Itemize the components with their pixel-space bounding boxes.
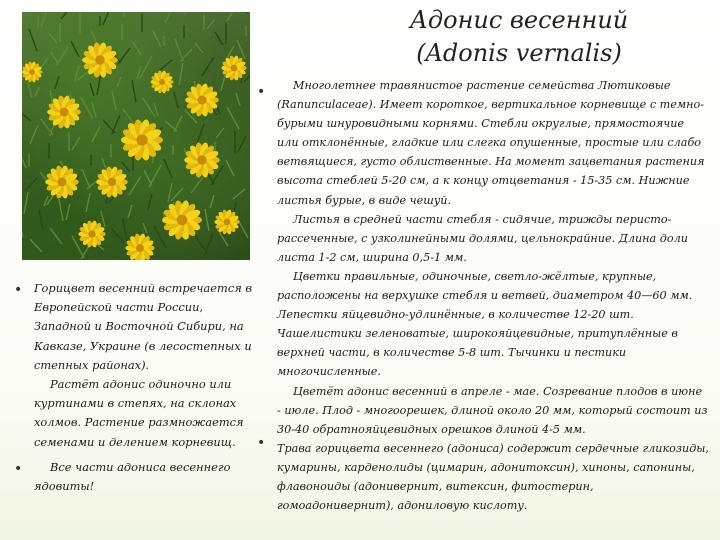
foliage-stroke xyxy=(171,188,183,201)
right-description xyxy=(277,76,709,515)
foliage-stroke xyxy=(168,183,172,202)
foliage-stroke xyxy=(210,195,214,208)
foliage-stroke xyxy=(148,194,152,210)
foliage-stroke xyxy=(112,229,124,242)
foliage-stroke xyxy=(24,192,28,214)
foliage-stroke xyxy=(66,204,70,220)
foliage-stroke xyxy=(247,12,250,13)
foliage-stroke xyxy=(30,125,38,144)
foliage-stroke xyxy=(56,47,68,66)
left-paragraph-toxicity xyxy=(34,458,256,496)
foliage-stroke xyxy=(81,246,89,259)
foliage-stroke xyxy=(49,33,57,43)
foliage-stroke xyxy=(41,12,49,27)
flower xyxy=(22,61,43,82)
foliage-stroke xyxy=(236,93,240,106)
flower xyxy=(125,233,154,260)
foliage-stroke xyxy=(227,107,239,129)
foliage-stroke xyxy=(175,39,183,61)
foliage-stroke xyxy=(22,111,31,121)
foliage-stroke xyxy=(238,136,246,152)
foliage-stroke xyxy=(117,77,121,87)
description-text: Многолетнее травянистое растение семейства Лютиковые (Ranunculaceae). Имеет короткое, вертикальное корневище с темно-бурыми шнуровидными корнями. Стебли округлые, прямостоячие или отклонённые, гладкие или слегка опушенные, простые или слабо ветвящиеся, густо облиственные. На момент зацветания растения высота стеблей 5-20 см, а к концу отцветания - 15-35 см. Нижние листья бурые, в виде чешуй. xyxy=(277,79,705,207)
foliage-stroke xyxy=(35,87,39,97)
foliage-stroke xyxy=(103,12,111,25)
bullet-icon: • xyxy=(257,84,266,100)
distribution-text: Горицвет весенний встречается в Европейской части России, Западной и Восточной Сибири, на Кавказе, Украине (в лесостепных и степных районах). xyxy=(34,281,252,372)
bullet-icon: • xyxy=(14,282,23,298)
foliage-stroke xyxy=(123,219,127,241)
foliage-stroke xyxy=(86,193,90,212)
foliage-stroke xyxy=(39,210,43,229)
foliage-stroke xyxy=(149,165,161,187)
foliage-stroke xyxy=(165,12,173,23)
foliage-stroke xyxy=(205,209,209,231)
foliage-stroke xyxy=(82,169,90,188)
foliage-stroke xyxy=(185,12,193,15)
flower xyxy=(78,220,105,248)
foliage-stroke xyxy=(143,98,155,117)
flower xyxy=(185,83,219,117)
foliage-stroke xyxy=(202,57,214,76)
bullet-icon: • xyxy=(257,435,266,451)
foliage-stroke xyxy=(72,137,80,150)
foliage-stroke xyxy=(133,42,141,55)
flowers-text: Цветки правильные, одиночные, светло-жёлтые, крупные, расположены на верхушке стебля и ветвей, диаметром 40—60 мм. Лепестки яйцевидно-удлинённые, в количестве 12-20 шт. Чашелистики зеленоватые, широкояйцевидные, притуплённые в верхней части, в количестве 5-8 шт. Тычинки и пестики многочисленные. xyxy=(277,269,693,379)
foliage-stroke xyxy=(92,102,96,118)
foliage-stroke xyxy=(123,12,131,17)
title-latin-name: (Adonis vernalis) xyxy=(416,39,622,67)
foliage-stroke xyxy=(221,75,225,91)
flower-illustration xyxy=(22,12,250,260)
foliage-stroke xyxy=(227,12,235,21)
foliage-stroke xyxy=(128,205,132,218)
foliage-stroke xyxy=(196,124,204,146)
foliage-stroke xyxy=(101,211,105,227)
foliage-stroke xyxy=(244,69,250,82)
foliage-stroke xyxy=(195,43,203,53)
foliage-stroke xyxy=(59,199,63,221)
foliage-stroke xyxy=(154,103,158,116)
foliage-stroke xyxy=(216,128,224,138)
foliage-stroke xyxy=(112,91,116,110)
chemistry-text: Трава горицвета весеннего (адониса) содержит сердечные гликозиды, кумарины, карденолиды (цимарин, адонитоксин), хиноны, сапонины, флавоноиды (адонивернит, витексин, фитостерин, гомоадонивернит), адониловую кислоту. xyxy=(277,441,709,513)
foliage-stroke xyxy=(215,32,223,45)
foliage-stroke xyxy=(205,233,213,255)
foliage-stroke xyxy=(22,149,26,168)
foliage-stroke xyxy=(28,82,32,98)
foliage-stroke xyxy=(129,176,141,195)
foliage-stroke xyxy=(75,65,79,81)
foliage-stroke xyxy=(132,80,136,102)
foliage-stroke xyxy=(226,160,234,176)
foliage-stroke xyxy=(179,63,183,85)
slide-title xyxy=(354,4,684,70)
foliage-stroke xyxy=(174,92,178,108)
foliage-stroke xyxy=(118,48,130,64)
foliage-stroke xyxy=(29,29,37,51)
habitat-text: Растёт адонис одиночно или куртинами в степях, на склонах холмов. Растение размножается семенами и делением корневищ. xyxy=(34,377,244,449)
toxicity-text: Все части адониса весеннего ядовиты! xyxy=(34,460,231,494)
flower xyxy=(150,70,173,94)
flower xyxy=(45,165,79,199)
foliage-stroke xyxy=(233,189,245,199)
flower xyxy=(121,119,163,162)
foliage-stroke xyxy=(61,12,69,19)
foliage-stroke xyxy=(140,56,152,78)
foliage-stroke xyxy=(81,97,93,119)
foliage-stroke xyxy=(22,221,23,237)
foliage-stroke xyxy=(237,40,245,59)
left-paragraph-distribution xyxy=(34,279,256,452)
foliage-stroke xyxy=(180,49,192,62)
bullet-icon: • xyxy=(14,461,23,477)
foliage-stroke xyxy=(92,126,100,142)
flower xyxy=(162,200,202,241)
foliage-stroke xyxy=(191,177,203,193)
foliage-stroke xyxy=(160,60,172,70)
foliage-stroke xyxy=(164,159,172,178)
foliage-stroke xyxy=(174,116,182,132)
foliage-stroke xyxy=(90,83,94,96)
foliage-stroke xyxy=(25,178,37,191)
foliage-stroke xyxy=(153,31,161,47)
foliage-stroke xyxy=(112,115,120,134)
flower xyxy=(96,166,128,198)
foliage-stroke xyxy=(122,162,130,172)
title-common-name: Адонис весенний xyxy=(409,6,629,34)
flowering-text: Цветёт адонис весенний в апреле - мае. Созревание плодов в июне - июле. Плод - многоорешек, длиной около 20 мм, который состоит из 30-40 обратнояйцевидных орешков длиной 4-5 мм. xyxy=(277,384,708,436)
foliage-stroke xyxy=(71,41,79,57)
foliage-stroke xyxy=(50,228,62,244)
foliage-stroke xyxy=(123,109,135,125)
foliage-stroke xyxy=(55,76,59,89)
foliage-stroke xyxy=(30,239,42,252)
foliage-stroke xyxy=(143,223,147,233)
adonis-flowers-photo xyxy=(22,12,250,260)
leaves-text: Листья в средней части стебля - сидячие, трижды перисто-рассеченные, с узколинейными долями, цельнокрайние. Длина доли листа 1-2 см, ширина 0,5-1 мм. xyxy=(277,212,688,264)
foliage-stroke xyxy=(154,226,166,248)
foliage-stroke xyxy=(207,19,215,29)
